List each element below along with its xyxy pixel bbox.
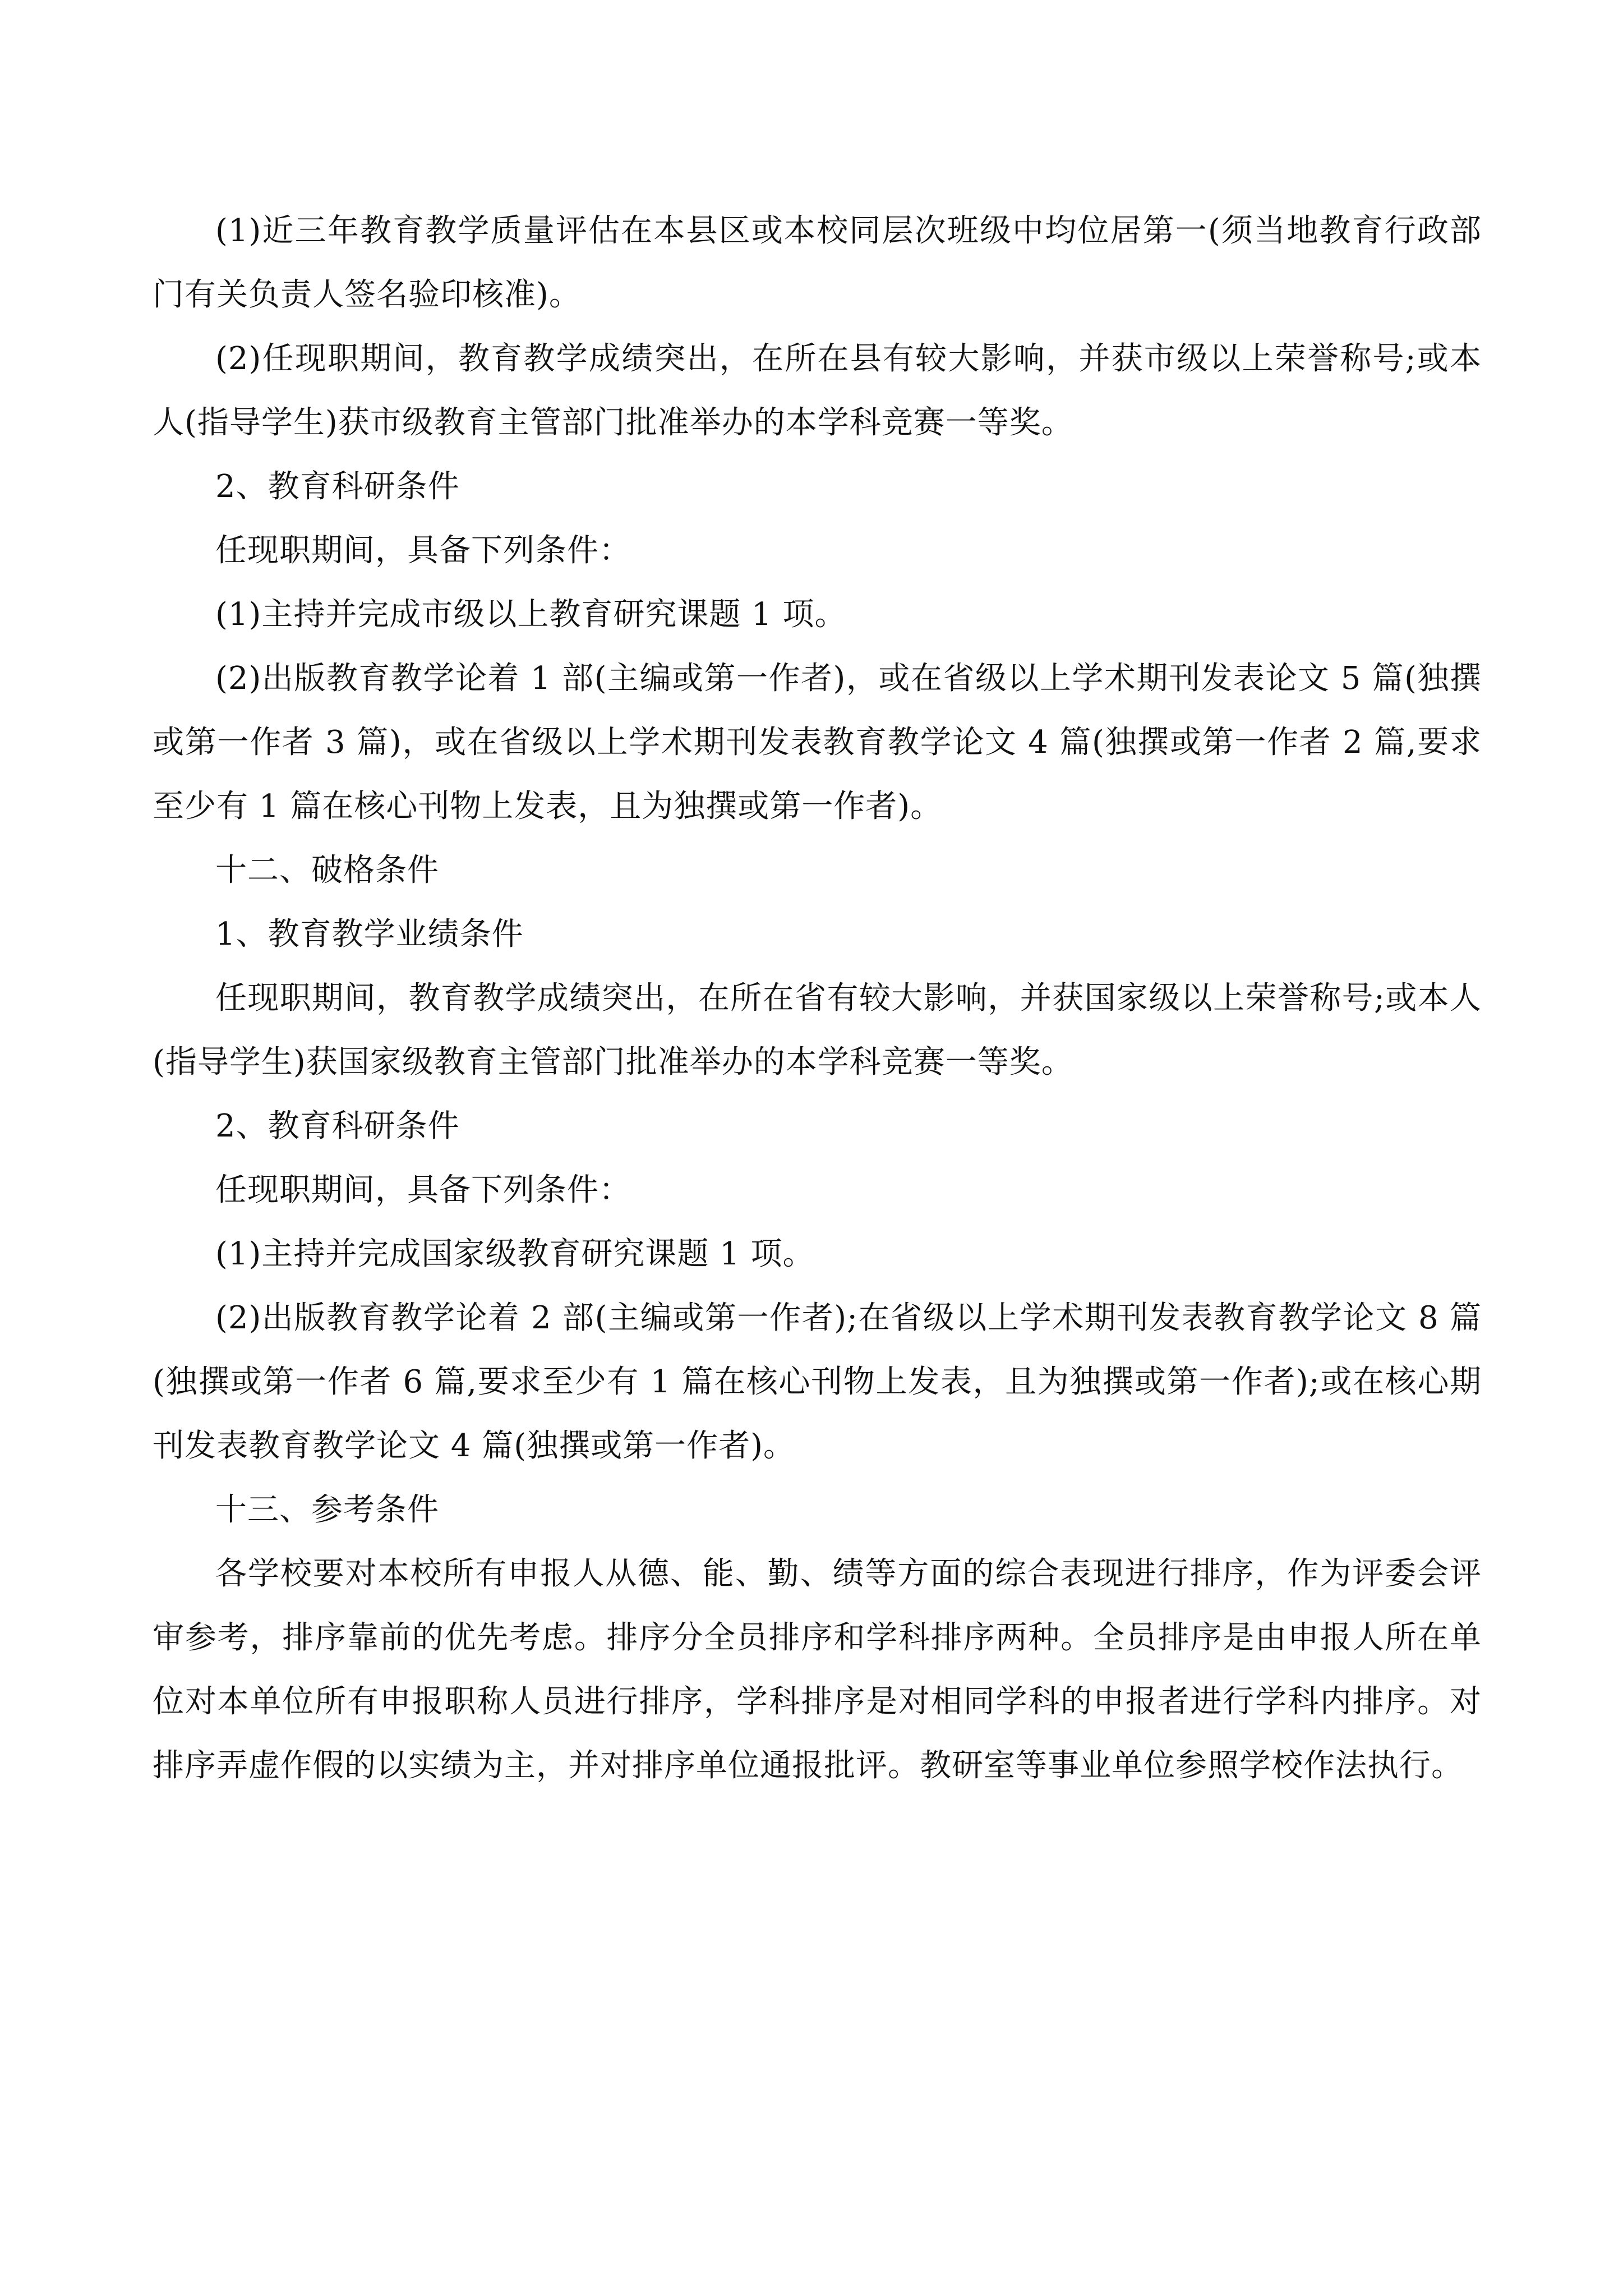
- paragraph-12: (1)主持并完成国家级教育研究课题 1 项。: [215, 1236, 815, 1272]
- paragraph-6: (2)出版教育教学论着 1 部(主编或第一作者)，或在省级以上学术期刊发表论文 5 篇(独撰或第一作者 3 篇)，或在省级以上学术期刊发表教育教学论文 4 篇(独撰或第一作者 2 篇,要求至少有 1 篇在核心刊物上发表，且为独撰或第一作者)。: [153, 660, 1482, 825]
- paragraph-1: (1)近三年教育教学质量评估在本县区或本校同层次班级中均位居第一(须当地教育行政部门有关负责人签名验印核准)。: [153, 213, 1482, 313]
- document-body: [153, 199, 1482, 1798]
- paragraph-15: 各学校要对本校所有申报人从德、能、勤、绩等方面的综合表现进行排序，作为评委会评审参考，排序靠前的优先考虑。排序分全员排序和学科排序两种。全员排序是由申报人所在单位对本单位所有申报职称人员进行排序，学科排序是对相同学科的申报者进行学科内排序。对排序弄虚作假的以实绩为主，并对排序单位通报批评。教研室等事业单位参照学校作法执行。: [153, 1556, 1482, 1784]
- paragraph-11: 任现职期间，具备下列条件：: [215, 1172, 631, 1208]
- section-heading-reference: 十三、参考条件: [215, 1492, 439, 1528]
- section-heading-exceptional: 十二、破格条件: [215, 852, 439, 889]
- paragraph-4: 任现职期间，具备下列条件：: [215, 532, 631, 569]
- paragraph-13: (2)出版教育教学论着 2 部(主编或第一作者);在省级以上学术期刊发表教育教学论文 8 篇(独撰或第一作者 6 篇,要求至少有 1 篇在核心刊物上发表，且为独撰或第一作者);或在核心期刊发表教育教学论文 4 篇(独撰或第一作者)。: [153, 1300, 1482, 1464]
- paragraph-2: (2)任现职期间，教育教学成绩突出，在所在县有较大影响，并获市级以上荣誉称号;或本人(指导学生)获市级教育主管部门批准举办的本学科竞赛一等奖。: [153, 341, 1482, 441]
- section-heading-research: 2、教育科研条件: [215, 468, 460, 505]
- paragraph-5: (1)主持并完成市级以上教育研究课题 1 项。: [215, 596, 847, 633]
- subsection-heading-performance: 1、教育教学业绩条件: [215, 916, 524, 953]
- paragraph-9: 任现职期间，教育教学成绩突出，在所在省有较大影响，并获国家级以上荣誉称号;或本人(指导学生)获国家级教育主管部门批准举办的本学科竞赛一等奖。: [153, 980, 1482, 1080]
- subsection-heading-research: 2、教育科研条件: [215, 1108, 460, 1144]
